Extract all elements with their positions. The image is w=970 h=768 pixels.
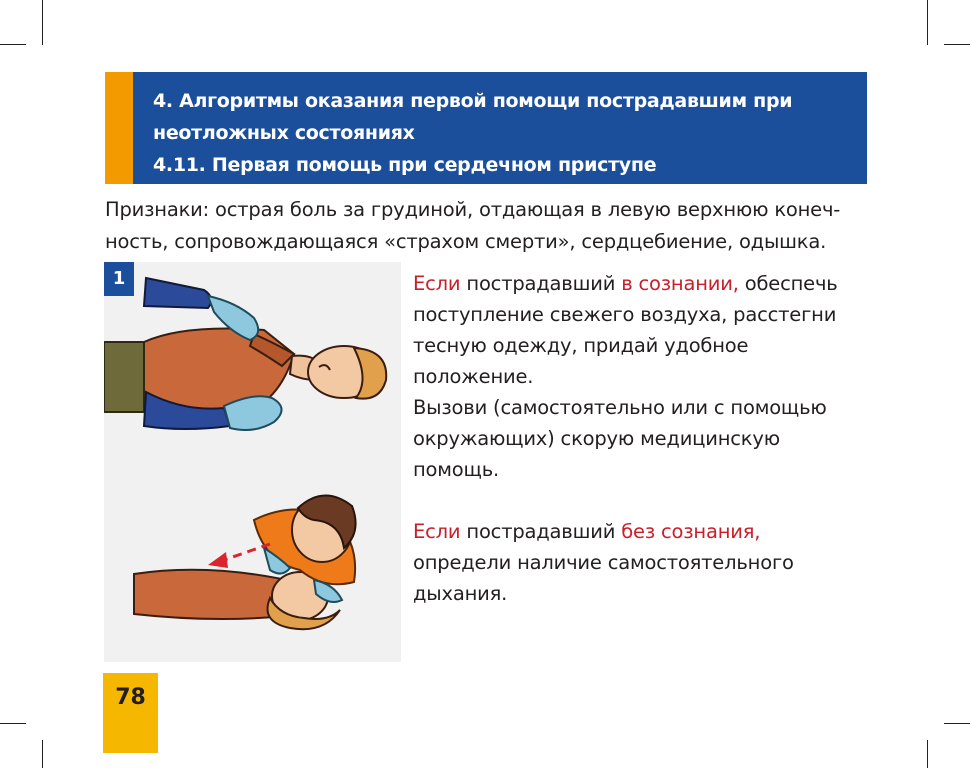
crop-mark	[42, 740, 43, 768]
if-word: Если	[413, 272, 461, 295]
conscious-victim-scene	[104, 278, 386, 430]
instruction-p2-line2: определи наличие самостоятельного	[413, 551, 794, 574]
instruction-p1-line5: Вызови (самостоятельно или с помощью	[413, 396, 827, 419]
instruction-rest: обеспечь	[738, 272, 838, 295]
symptoms-paragraph	[105, 194, 885, 258]
subsection-title: 4.11. Первая помощь при сердечном приступе	[153, 154, 657, 176]
header-accent-stripe	[105, 72, 133, 184]
victim-word: пострадавший	[460, 272, 622, 295]
instruction-p1-line1	[413, 268, 873, 299]
instruction-p1-line3: тесную одежду, придай удобное	[413, 334, 749, 357]
step-number-badge: 1	[104, 262, 134, 296]
condition-unconscious: без сознания,	[621, 520, 761, 543]
unconscious-victim-scene	[134, 495, 356, 629]
condition-conscious: в сознании,	[621, 272, 739, 295]
if-word: Если	[413, 520, 461, 543]
crop-mark	[944, 723, 970, 724]
paragraph-gap	[413, 485, 873, 516]
crop-mark	[42, 0, 43, 45]
instruction-p2-line1	[413, 516, 873, 547]
illustration-panel	[104, 262, 401, 662]
victim-word: пострадавший	[460, 520, 622, 543]
section-title-line2: неотложных состояниях	[153, 122, 415, 144]
instruction-p2-line3: дыхания.	[413, 582, 508, 605]
crop-mark	[927, 740, 928, 768]
page-number: 78	[103, 673, 158, 753]
crop-mark	[0, 723, 26, 724]
symptoms-line1: Признаки: острая боль за грудиной, отдающая в левую верхнюю конеч-	[105, 198, 841, 221]
crop-mark	[927, 0, 928, 45]
instruction-p1-line4: положение.	[413, 365, 534, 388]
section-title-line1: 4. Алгоритмы оказания первой помощи пострадавшим при	[153, 90, 793, 112]
symptoms-line2: ность, сопровождающаяся «страхом смерти», сердцебиение, одышка.	[105, 230, 827, 253]
instruction-p1-line2: поступление свежего воздуха, расстегни	[413, 303, 837, 326]
crop-mark	[0, 44, 26, 45]
header-titles	[153, 85, 851, 181]
instruction-p1-line7: помощь.	[413, 458, 499, 481]
first-aid-illustration	[104, 262, 401, 662]
instruction-p1-line6: окружающих) скорую медицинскую	[413, 427, 780, 450]
section-header	[105, 72, 867, 184]
instructions-text	[413, 268, 873, 609]
crop-mark	[944, 44, 970, 45]
